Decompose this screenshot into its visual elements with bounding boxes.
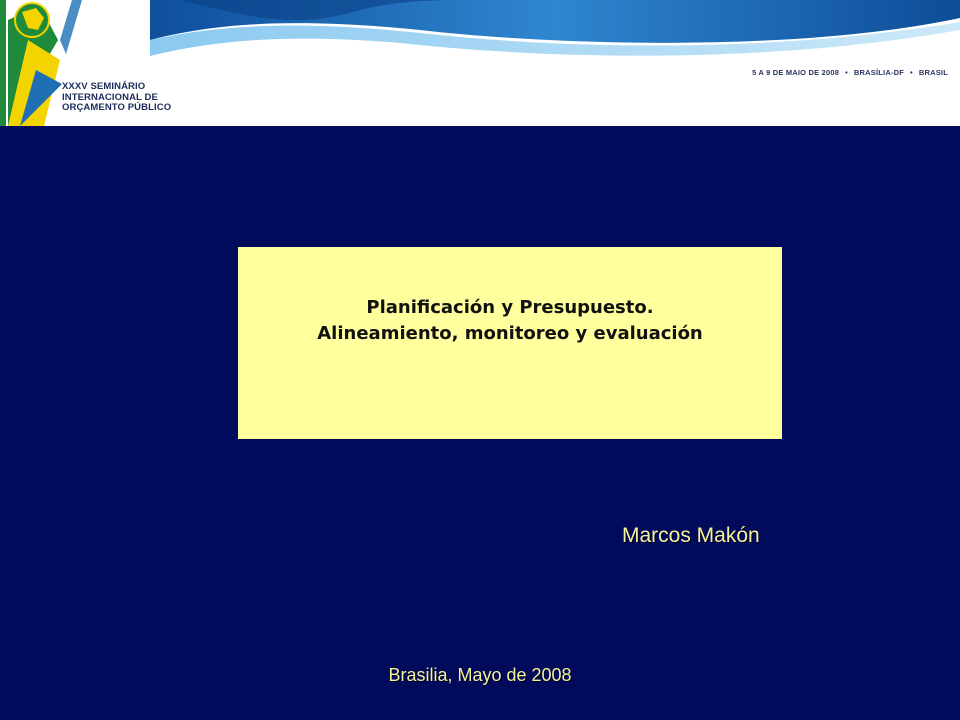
seminar-logo (0, 0, 180, 126)
logo-text-line-3: ORÇAMENTO PÚBLICO (62, 102, 172, 113)
event-city: BRASÍLIA-DF (853, 68, 905, 77)
author-name: Marcos Makón (622, 524, 760, 547)
event-info (752, 68, 948, 77)
event-dates: 5 A 9 DE MAIO DE 2008 (752, 68, 840, 77)
slide-title-line-2: Alineamiento, monitoreo y evaluación (317, 323, 703, 344)
logo-text-line-2: INTERNACIONAL DE (62, 91, 158, 103)
event-country: BRASIL (918, 68, 948, 77)
slide-header (0, 0, 960, 126)
slide-title-line-1: Planificación y Presupuesto. (366, 297, 654, 318)
logo-text-line-1: XXXV SEMINÁRIO (62, 81, 146, 92)
place-and-date: Brasilia, Mayo de 2008 (388, 665, 572, 685)
separator-dot: • (845, 68, 848, 77)
title-box (238, 247, 782, 439)
separator-dot: • (910, 68, 913, 77)
